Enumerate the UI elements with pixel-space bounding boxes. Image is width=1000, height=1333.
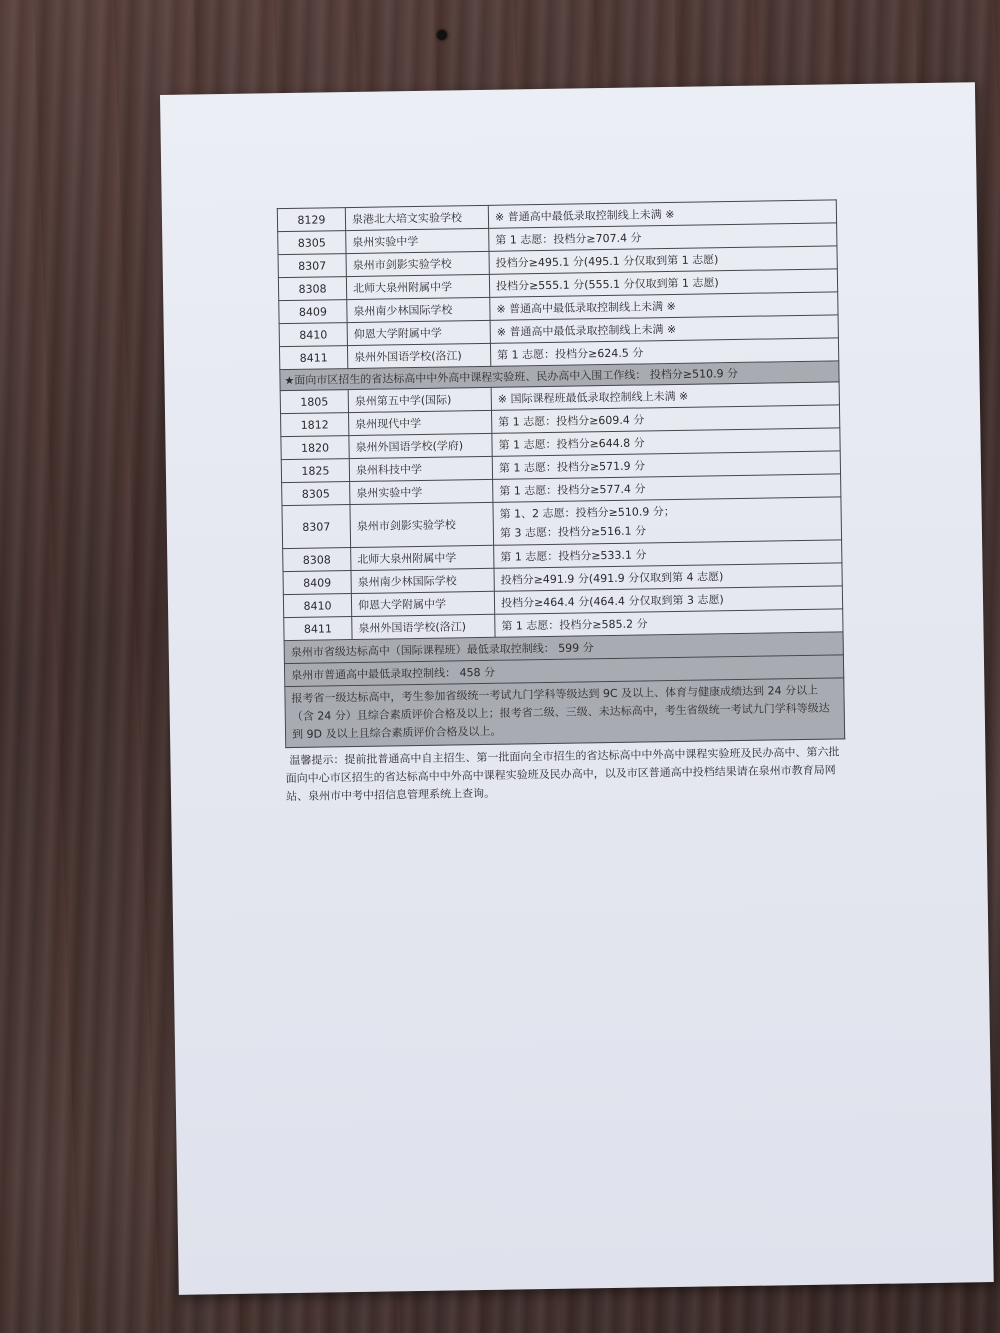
score-note-line2: 第 3 志愿：投档分≥516.1 分 — [499, 524, 647, 540]
score-note: 投档分≥555.1 分(555.1 分仅取到第 1 志愿) — [489, 269, 837, 297]
score-note-line1: 第 1、2 志愿：投档分≥510.9 分； — [499, 504, 675, 521]
school-code: 8411 — [279, 346, 347, 370]
school-name: 仰恩大学附属中学 — [347, 320, 490, 345]
school-name: 泉州现代中学 — [349, 410, 492, 435]
score-note: ※ 普通高中最低录取控制线上未满 ※ — [490, 315, 838, 343]
admission-table — [277, 199, 845, 748]
intl-control-line: 泉州市省级达标高中（国际课程班）最低录取控制线： 599 分 — [284, 632, 843, 664]
school-code: 8307 — [278, 254, 346, 278]
school-name: 泉州市剑影实验学校 — [350, 502, 494, 547]
school-code: 1805 — [280, 390, 348, 414]
school-code: 8411 — [284, 617, 352, 641]
school-name: 泉港北大培文实验学校 — [345, 205, 488, 230]
school-code: 8308 — [278, 277, 346, 301]
pushpin — [437, 30, 447, 40]
school-name: 泉州实验中学 — [346, 228, 489, 253]
reminder-note: 温馨提示：提前批普通高中自主招生、第一批面向全市招生的省达标高中中外高中课程实验班及民办高中、第六批面向中心市区招生的省达标高中中外高中课程实验班及民办高中，以及市区普通高中投档结果请在泉州市教育局网站、泉州市中考中招信息管理系统上查询。 — [285, 745, 840, 804]
school-code: 8410 — [283, 594, 351, 618]
school-code: 8305 — [282, 482, 350, 506]
requirements-row — [285, 678, 845, 748]
score-note: 第 1 志愿：投档分≥533.1 分 — [494, 540, 842, 568]
admission-document — [277, 199, 846, 806]
school-code: 8307 — [282, 505, 351, 549]
score-note — [493, 497, 842, 545]
school-name: 北师大泉州附属中学 — [346, 274, 489, 299]
school-name: 泉州第五中学(国际) — [348, 387, 491, 412]
school-name: 泉州外国语学校(洛江) — [347, 343, 490, 368]
score-note: 第 1 志愿：投档分≥624.5 分 — [490, 338, 838, 366]
school-code: 8308 — [283, 548, 351, 572]
score-note: 投档分≥491.9 分(491.9 分仅取到第 4 志愿) — [494, 563, 842, 591]
score-note: 第 1 志愿：投档分≥585.2 分 — [495, 609, 843, 637]
score-note: 第 1 志愿：投档分≥571.9 分 — [492, 451, 840, 479]
school-code: 1820 — [281, 436, 349, 460]
score-note: 第 1 志愿：投档分≥609.4 分 — [491, 405, 839, 433]
paper-sheet — [160, 82, 994, 1295]
requirements-text: 报考省一级达标高中，考生参加省级统一考试九门学科等级达到 9C 及以上、体育与健康成绩达到 24 分以上（含 24 分）且综合素质评价合格及以上；报考省二级、三级、未达标高中，考生省级统一考试九门学科等级达到 9D 及以上且综合素质评价合格及以上。 — [285, 678, 845, 748]
score-note: ※ 国际课程班最低录取控制线上未满 ※ — [491, 382, 839, 410]
school-code: 8409 — [279, 300, 347, 324]
school-name: 泉州外国语学校(学府) — [349, 433, 492, 458]
school-code: 1812 — [281, 413, 349, 437]
school-code: 8129 — [277, 208, 345, 232]
school-name: 泉州科技中学 — [349, 456, 492, 481]
score-note: ※ 普通高中最低录取控制线上未满 ※ — [488, 200, 836, 228]
school-code: 8305 — [278, 231, 346, 255]
school-name: 泉州外国语学校(洛江) — [352, 614, 495, 639]
school-name: 泉州市剑影实验学校 — [346, 251, 489, 276]
general-control-line: 泉州市普通高中最低录取控制线： 458 分 — [284, 655, 843, 687]
score-note: 第 1 志愿：投档分≥644.8 分 — [492, 428, 840, 456]
school-code: 8410 — [279, 323, 347, 347]
school-name: 北师大泉州附属中学 — [351, 545, 494, 570]
score-note: 第 1 志愿：投档分≥707.4 分 — [489, 223, 837, 251]
score-note: 投档分≥495.1 分(495.1 分仅取到第 1 志愿) — [489, 246, 837, 274]
school-name: 泉州南少林国际学校 — [347, 297, 490, 322]
score-note: 投档分≥464.4 分(464.4 分仅取到第 3 志愿) — [494, 586, 842, 614]
school-code: 1825 — [281, 459, 349, 483]
score-note: 第 1 志愿：投档分≥577.4 分 — [493, 474, 841, 502]
school-code: 8409 — [283, 571, 351, 595]
school-name: 泉州南少林国际学校 — [351, 568, 494, 593]
school-name: 仰恩大学附属中学 — [351, 591, 494, 616]
banner-text: ★面向市区招生的省达标高中中外高中课程实验班、民办高中入围工作线： 投档分≥510.9 分 — [280, 361, 839, 391]
school-name: 泉州实验中学 — [350, 479, 493, 504]
score-note: ※ 普通高中最低录取控制线上未满 ※ — [490, 292, 838, 320]
